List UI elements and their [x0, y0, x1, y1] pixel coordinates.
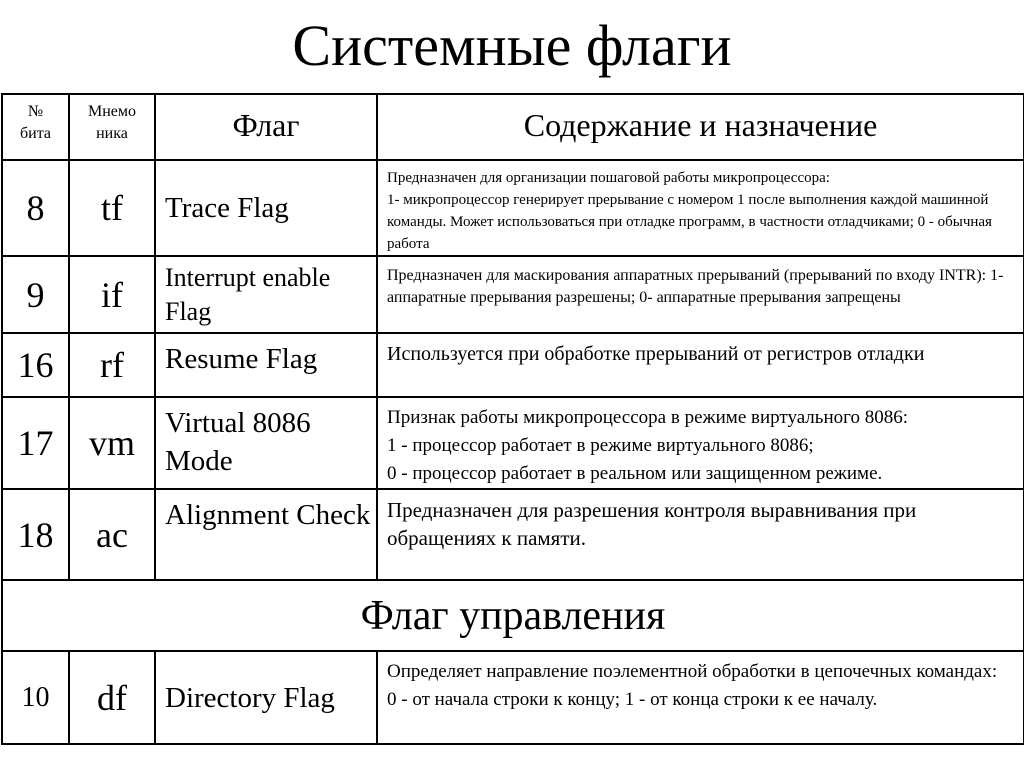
flag-description — [377, 256, 1024, 333]
flag-name: Alignment Check — [155, 489, 377, 580]
table-row — [2, 333, 1024, 397]
page-title: Системные флаги — [292, 13, 732, 78]
table-row — [2, 651, 1024, 744]
description-line: 0 - от начала строки к концу; 1 - от конца строки к ее началу. — [387, 689, 878, 710]
header-bit-number — [2, 94, 69, 160]
flag-description — [377, 397, 1024, 489]
header-mnem-line2: ника — [96, 125, 128, 142]
header-mnem-line1: Мнемо — [87, 103, 136, 120]
header-bit-line1: № — [27, 103, 44, 120]
section-title: Флаг управления — [2, 580, 1024, 651]
description-line: 0 - процессор работает в реальном или защищенном режиме. — [387, 463, 883, 484]
bit-number: 17 — [2, 397, 69, 489]
mnemonic: vm — [69, 397, 155, 489]
mnemonic: tf — [69, 160, 155, 256]
flag-description — [377, 489, 1024, 580]
mnemonic: df — [69, 651, 155, 744]
mnemonic: ac — [69, 489, 155, 580]
description-line: Предназначен для организации пошаговой работы микропроцессора: — [387, 170, 830, 186]
header-flag: Флаг — [155, 94, 377, 160]
description-line: 1 - процессор работает в режиме виртуального 8086; — [387, 435, 814, 456]
table-row — [2, 160, 1024, 256]
flag-name: Resume Flag — [155, 333, 377, 397]
section-row — [2, 580, 1024, 651]
flag-name: Virtual 8086 Mode — [155, 397, 377, 489]
table-row — [2, 397, 1024, 489]
bit-number: 18 — [2, 489, 69, 580]
description-line: Предназначен для маскирования аппаратных прерываний (прерываний по входу INTR): 1- аппаратные прерывания разрешены; 0- аппаратные прерывания запрещены — [387, 267, 1004, 306]
header-bit-line2: бита — [20, 125, 51, 142]
description-line: Определяет направление поэлементной обработки в цепочечных командах: — [387, 661, 998, 682]
flags-table — [1, 93, 1024, 745]
mnemonic: rf — [69, 333, 155, 397]
bit-number: 16 — [2, 333, 69, 397]
flag-description — [377, 160, 1024, 256]
description-line: Используется при обработке прерываний от регистров отладки — [387, 343, 925, 365]
table-header-row — [2, 94, 1024, 160]
header-mnemonic — [69, 94, 155, 160]
flag-name: Interrupt enable Flag — [155, 256, 377, 333]
header-content: Содержание и назначение — [377, 94, 1024, 160]
flag-name: Trace Flag — [155, 160, 377, 256]
bit-number: 10 — [2, 651, 69, 744]
bit-number: 9 — [2, 256, 69, 333]
flag-description — [377, 651, 1024, 744]
mnemonic: if — [69, 256, 155, 333]
flag-name: Directory Flag — [155, 651, 377, 744]
flag-description — [377, 333, 1024, 397]
table-row — [2, 256, 1024, 333]
bit-number: 8 — [2, 160, 69, 256]
description-line: Признак работы микропроцессора в режиме виртуального 8086: — [387, 407, 908, 428]
description-line: Предназначен для разрешения контроля выравнивания при обращениях к памяти. — [387, 498, 917, 550]
table-row — [2, 489, 1024, 580]
description-line: 1- микропроцессор генерирует прерывание с номером 1 после выполнения каждой машинной команды. Может использоваться при отладке программ, в частности отладчиками; 0 - обычная работа — [387, 192, 992, 252]
